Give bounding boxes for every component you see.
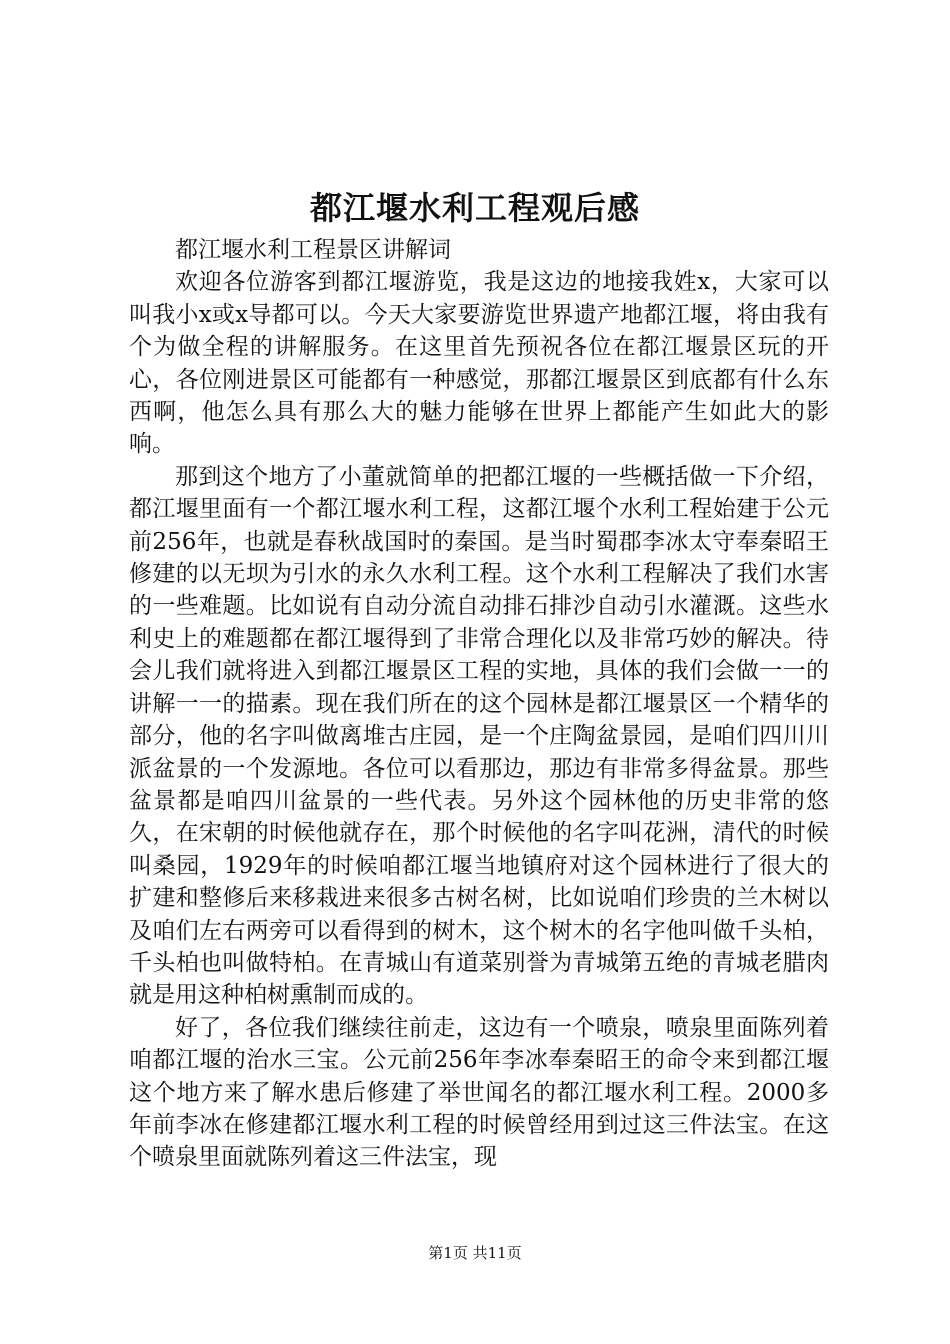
document-title: 都江堰水利工程观后感 — [309, 189, 640, 227]
page-footer: 第1页 共11页 — [428, 1244, 522, 1262]
paragraph-subtitle: 都江堰水利工程景区讲解词 — [175, 237, 451, 263]
paragraph: 好了，各位我们继续往前走，这边有一个喷泉，喷泉里面陈列着咱都江堰的治水三宝。公元前256年李冰奉秦昭王的命令来到都江堰这个地方来了解水患后修建了举世闻名的都江堰水利工程。2000多年前李冰在修建都江堰水利工程的时候曾经用到过这三件法宝。在这个喷泉里面就陈列着这三件法宝，现 — [129, 1014, 829, 1171]
paragraph: 那到这个地方了小董就简单的把都江堰的一些概括做一下介绍，都江堰里面有一个都江堰水利工程，这都江堰个水利工程始建于公元前256年，也就是春秋战国时的秦国。是当时蜀郡李冰太守奉秦昭王修建的以无坝为引水的永久水利工程。这个水利工程解决了我们水害的一些难题。比如说有自动分流自动排石排沙自动引水灌溉。这些水利史上的难题都在都江堰得到了非常合理化以及非常巧妙的解决。待会儿我们就将进入到都江堰景区工程的实地，具体的我们会做一一的讲解一一的描素。现在我们所在的这个园林是都江堰景区一个精华的部分，他的名字叫做离堆古庄园，是一个庄陶盆景园，是咱们四川川派盆景的一个发源地。各位可以看那边，那边有非常多得盆景。那些盆景都是咱四川盆景的一些代表。另外这个园林他的历史非常的悠久，在宋朝的时候他就存在，那个时候他的名字叫花洲，清代的时候叫桑园，1929年的时候咱都江堰当地镇府对这个园林进行了很大的扩建和整修后来移栽进来很多古树名树，比如说咱们珍贵的兰木树以及咱们左右两旁可以看得到的树木，这个树木的名字他叫做千头柏，千头柏也叫做特柏。在青城山有道菜别誉为青城第五绝的青城老腊肉就是用这种柏树熏制而成的。 — [129, 463, 829, 1009]
document-body — [129, 234, 829, 1174]
paragraph: 欢迎各位游客到都江堰游览，我是这边的地接我姓x，大家可以叫我小x或x导都可以。今天大家要游览世界遗产地都江堰，将由我有个为做全程的讲解服务。在这里首先预祝各位在都江堰景区玩的开心，各位刚进景区可能都有一种感觉，那都江堰景区到底都有什么东西啊，他怎么具有那么大的魅力能够在世界上都能产生如此大的影响。 — [129, 269, 829, 458]
